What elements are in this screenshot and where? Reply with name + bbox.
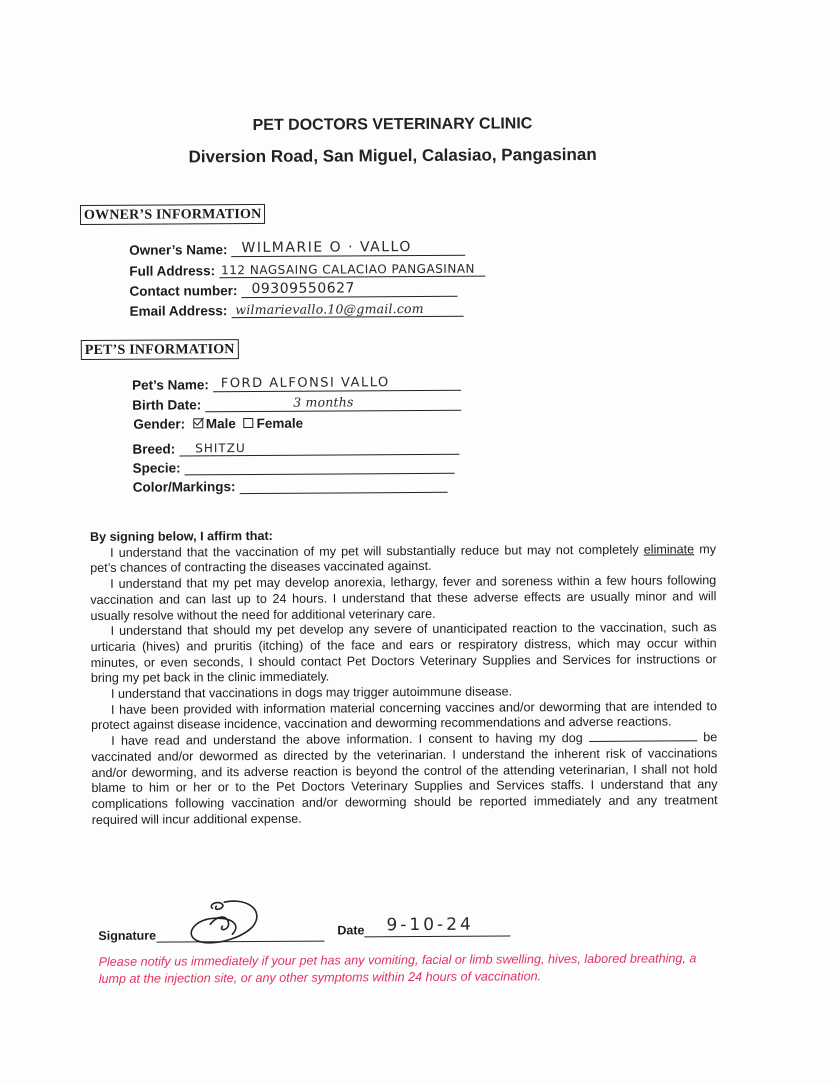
birth-date-row (132, 393, 461, 413)
specie-row (132, 456, 454, 476)
breed-value: SHITZU (195, 441, 246, 456)
color-markings-field[interactable] (239, 475, 447, 494)
signature-label: Signature (98, 928, 157, 943)
pet-info-heading: PET’S INFORMATION (81, 339, 239, 360)
full-address-value: 112 NAGSAING CALACIAO PANGASINAN (221, 261, 476, 278)
dog-name-blank[interactable] (589, 730, 697, 742)
clinic-name: PET DOCTORS VETERINARY CLINIC (252, 115, 533, 134)
female-checkbox[interactable] (244, 418, 254, 428)
affirmation-paragraph-1: I understand that the vaccination of my pet will substantially reduce but may not completely eliminate my pet’s chances of contracting the diseases vaccinated against. (90, 541, 717, 576)
affirmation-block (90, 526, 718, 828)
email-address-row (130, 299, 464, 319)
color-markings-row (133, 475, 448, 495)
owner-name-row (129, 238, 465, 258)
date-row (337, 914, 510, 938)
female-label: Female (256, 415, 304, 431)
contact-number-value: 09309550627 (251, 280, 355, 298)
pet-name-row (132, 373, 461, 393)
date-value: 9-10-24 (386, 914, 474, 936)
male-label: Male (205, 416, 236, 432)
specie-label: Specie: (132, 460, 181, 476)
clinic-address: Diversion Road, San Miguel, Calasiao, Pangasinan (188, 144, 597, 167)
breed-field[interactable] (179, 437, 459, 457)
male-checkbox[interactable] (193, 418, 203, 428)
color-markings-label: Color/Markings: (132, 479, 236, 495)
contact-number-label: Contact number: (129, 283, 238, 299)
birth-date-label: Birth Date: (132, 397, 202, 413)
pet-name-label: Pet’s Name: (132, 377, 209, 393)
birth-date-value: 3 months (293, 394, 354, 410)
gender-label: Gender: (133, 416, 186, 432)
email-address-value: wilmarievallo.10@gmail.com (235, 300, 424, 318)
email-address-label: Email Address: (129, 303, 228, 319)
full-address-label: Full Address: (129, 263, 216, 279)
affirmation-paragraph-5: I have been provided with information material concerning vaccines and/or deworming that are intended to protect against disease incidence, vaccination and deworming recommendations and adverse reactions. (91, 698, 718, 733)
pet-name-field[interactable] (213, 373, 461, 393)
birth-date-field[interactable] (205, 393, 461, 413)
owner-name-label: Owner’s Name: (129, 242, 228, 258)
notice-text: Please notify us immediately if your pet has any vomiting, facial or limb swelling, hives, labored breathing, a lump at the injection site, or any other symptoms within 24 hours of vaccination. (98, 951, 697, 986)
affirmation-paragraph-4: I understand that vaccinations in dogs may trigger autoimmune disease. (110, 684, 513, 701)
affirmation-paragraph-3: I understand that should my pet develop any severe of unanticipated reaction to the vaccination, such as urticaria (hives) and pruritis (itching) of the face and ears or respiratory distress, which may occur within minutes, or even seconds, I should contact Pet Doctors Veterinary Supplies and Services for instructions or bring my pet back in the clinic immediately. (90, 620, 717, 686)
date-label: Date (337, 923, 365, 938)
full-address-row (129, 259, 485, 279)
gender-row (133, 416, 303, 432)
affirmation-heading: By signing below, I affirm that: (89, 528, 273, 544)
affirmation-paragraph-6: I have read and understand the above information. I consent to having my dog be vaccinated and/or dewormed as directed by the veterinarian. I understand the inherent risk of vaccinations and/or deworming, and its adverse reaction is beyond the control of the attending veterinarian, I shall not hold blame to him or her or to the Pet Doctors Veterinary Supplies and Services staffs. I understand that any complications following vaccination and/or deworming should be reported immediately and any treatment required will incur additional expense. (91, 730, 718, 827)
specie-field[interactable] (185, 456, 455, 476)
contact-number-row (129, 279, 457, 299)
owner-name-value: WILMARIE O · VALLO (241, 239, 412, 257)
contact-number-field[interactable] (241, 279, 457, 298)
owner-name-field[interactable] (231, 238, 465, 257)
owner-info-heading: OWNER’S INFORMATION (80, 204, 266, 225)
breed-row (132, 437, 459, 457)
affirmation-paragraph-2: I understand that my pet may develop anorexia, lethargy, fever and soreness within a few hours following vaccination and can last up to 24 hours. I understand that these adverse effects are usually minor and will usually resolve without the need for additional veterinary care. (90, 573, 717, 623)
pet-name-value: FORD ALFONSI VALLO (220, 375, 390, 392)
breed-label: Breed: (132, 441, 176, 457)
handwritten-signature (182, 896, 277, 952)
full-address-field[interactable] (219, 259, 485, 279)
email-address-field[interactable] (231, 299, 463, 318)
date-field[interactable] (364, 914, 510, 937)
